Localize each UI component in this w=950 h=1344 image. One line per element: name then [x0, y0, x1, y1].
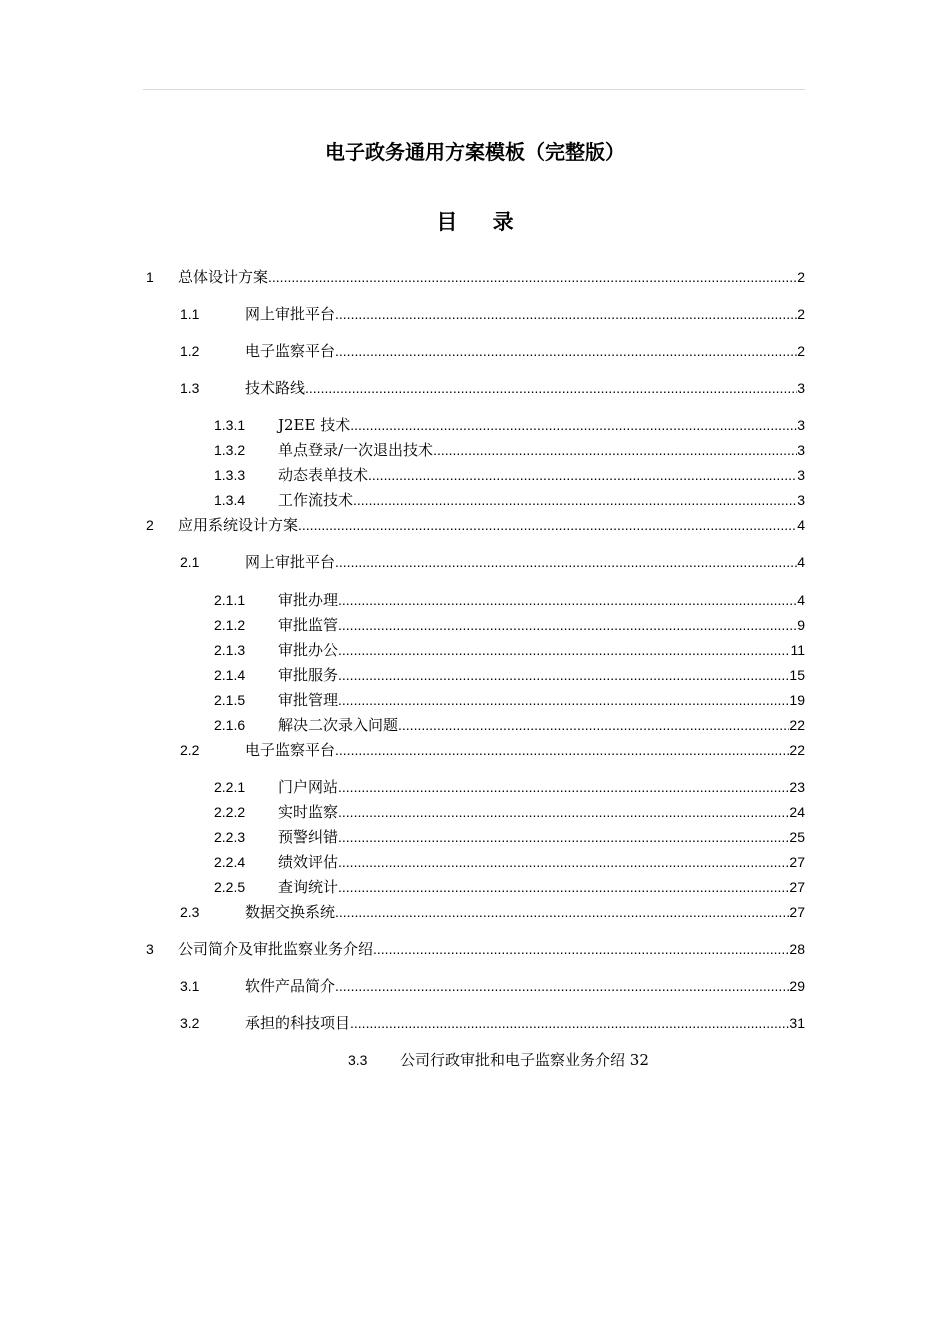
toc-leader-dots	[338, 802, 789, 822]
toc-leader-dots	[338, 615, 797, 635]
toc-entry-text: 审批服务	[278, 666, 339, 684]
toc-entry[interactable]	[214, 777, 805, 797]
toc-entry[interactable]	[180, 1013, 805, 1033]
toc-entry-number: 2.2.5	[214, 879, 246, 895]
toc-entry-page: 27	[789, 879, 805, 895]
toc-entry[interactable]	[180, 976, 805, 996]
toc-entry-text: 预警纠错	[278, 828, 339, 846]
toc-entry-page: 3	[797, 442, 805, 458]
toc-entry[interactable]	[146, 939, 805, 959]
toc-entry-text: 软件产品简介	[245, 977, 336, 995]
toc-entry-text: 实时监察	[278, 803, 339, 821]
toc-leader-dots	[338, 877, 789, 897]
toc-entry-number: 2.1.2	[214, 617, 246, 633]
toc-entry-page: 27	[789, 854, 805, 870]
toc-entry-number: 2.2.4	[214, 854, 246, 870]
toc-entry-page: 2	[797, 343, 805, 359]
header-rule	[143, 89, 805, 90]
toc-entry-text: J2EE 技术	[278, 416, 351, 434]
toc-entry-page: 2	[797, 306, 805, 322]
toc-entry-number: 2.2.2	[214, 804, 246, 820]
toc-entry-text: 公司简介及审批监察业务介绍	[178, 940, 374, 958]
toc-entry[interactable]	[214, 415, 805, 435]
toc-leader-dots	[335, 902, 789, 922]
toc-leader-dots	[373, 939, 789, 959]
toc-entry-page: 19	[789, 692, 805, 708]
toc-entry-text: 审批办理	[278, 591, 339, 609]
toc-entry-page: 9	[797, 617, 805, 633]
toc-entry[interactable]	[146, 267, 805, 287]
toc-entry-text: 门户网站	[278, 778, 339, 796]
toc-entry-text: 网上审批平台	[245, 305, 336, 323]
toc-leader-dots	[338, 690, 789, 710]
toc-entry-page: 2	[797, 269, 805, 285]
toc-entry[interactable]	[348, 1050, 649, 1070]
toc-entry-page: 4	[797, 517, 805, 533]
toc-entry-text: 公司行政审批和电子监察业务介绍 32	[400, 1051, 649, 1069]
toc-leader-dots	[398, 715, 789, 735]
toc-entry-page: 15	[789, 667, 805, 683]
toc-leader-dots	[350, 415, 797, 435]
toc-entry-text: 审批管理	[278, 691, 339, 709]
toc-entry-number: 2	[146, 517, 154, 533]
toc-entry-text: 技术路线	[245, 379, 306, 397]
toc-leader-dots	[335, 552, 797, 572]
toc-entry-text: 承担的科技项目	[245, 1014, 351, 1032]
toc-leader-dots	[335, 740, 789, 760]
toc-entry-page: 24	[789, 804, 805, 820]
toc-entry[interactable]	[214, 690, 805, 710]
toc-entry-page: 29	[789, 978, 805, 994]
toc-leader-dots	[338, 590, 797, 610]
toc-entry-text: 网上审批平台	[245, 553, 336, 571]
toc-leader-dots	[338, 640, 790, 660]
toc-entry[interactable]	[214, 827, 805, 847]
toc-entry-number: 2.1.5	[214, 692, 246, 708]
toc-entry-number: 2.1.6	[214, 717, 246, 733]
toc-entry-text: 审批办公	[278, 641, 339, 659]
toc-entry[interactable]	[180, 341, 805, 361]
toc-leader-dots	[350, 1013, 789, 1033]
toc-entry-number: 2.2.3	[214, 829, 246, 845]
toc-entry-number: 3	[146, 941, 154, 957]
toc-entry-page: 3	[797, 492, 805, 508]
toc-entry-page: 4	[797, 592, 805, 608]
toc-leader-dots	[368, 465, 797, 485]
toc-leader-dots	[298, 515, 797, 535]
toc-entry[interactable]	[214, 490, 805, 510]
toc-entry-text: 审批监管	[278, 616, 339, 634]
toc-leader-dots	[433, 440, 797, 460]
document-title: 电子政务通用方案模板（完整版）	[325, 140, 625, 164]
toc-entry-number: 2.2	[180, 742, 200, 758]
toc-leader-dots	[335, 304, 797, 324]
toc-entry-page: 3	[797, 417, 805, 433]
toc-leader-dots	[335, 341, 797, 361]
toc-entry-number: 2.1.4	[214, 667, 246, 683]
toc-entry-page: 27	[789, 904, 805, 920]
toc-leader-dots	[335, 976, 789, 996]
toc-entry-number: 1.3.2	[214, 442, 246, 458]
toc-entry-number: 1.3	[180, 380, 200, 396]
toc-entry-text: 工作流技术	[278, 491, 354, 509]
toc-entry-text: 电子监察平台	[245, 342, 336, 360]
toc-entry-number: 1.2	[180, 343, 200, 359]
toc-entry-number: 1.3.1	[214, 417, 246, 433]
toc-entry[interactable]	[180, 304, 805, 324]
toc-entry-number: 3.1	[180, 978, 200, 994]
toc-leader-dots	[268, 267, 797, 287]
toc-entry-text: 总体设计方案	[178, 268, 269, 286]
toc-leader-dots	[338, 827, 789, 847]
toc-entry-page: 3	[797, 380, 805, 396]
toc-entry[interactable]	[214, 615, 805, 635]
toc-entry-text: 应用系统设计方案	[178, 516, 299, 534]
toc-entry[interactable]	[214, 465, 805, 485]
toc-entry-text: 数据交换系统	[245, 903, 336, 921]
toc-leader-dots	[338, 852, 789, 872]
toc-entry-page: 22	[789, 717, 805, 733]
toc-entry-text: 解决二次录入问题	[278, 716, 399, 734]
toc-leader-dots	[353, 490, 797, 510]
toc-entry-number: 2.3	[180, 904, 200, 920]
toc-entry[interactable]	[214, 440, 805, 460]
toc-entry[interactable]	[180, 740, 805, 760]
toc-entry-number: 2.1.1	[214, 592, 246, 608]
toc-entry[interactable]	[214, 802, 805, 822]
toc-entry[interactable]	[214, 715, 805, 735]
toc-entry-page: 22	[789, 742, 805, 758]
toc-entry[interactable]	[180, 552, 805, 572]
toc-entry-number: 1.3.3	[214, 467, 246, 483]
toc-entry-text: 电子监察平台	[245, 741, 336, 759]
toc-entry-text: 绩效评估	[278, 853, 339, 871]
toc-entry-page: 4	[797, 554, 805, 570]
toc-entry[interactable]	[214, 852, 805, 872]
toc-entry-number: 2.1.3	[214, 642, 246, 658]
toc-entry-page: 31	[789, 1015, 805, 1031]
toc-entry[interactable]	[146, 515, 805, 535]
toc-entry-text: 动态表单技术	[278, 466, 369, 484]
toc-leader-dots	[338, 665, 789, 685]
toc-entry[interactable]	[214, 640, 805, 660]
toc-entry-number: 1	[146, 269, 154, 285]
toc-entry-page: 25	[789, 829, 805, 845]
toc-entry-page: 23	[789, 779, 805, 795]
toc-entry-page: 11	[790, 642, 805, 658]
toc-entry-number: 1.1	[180, 306, 200, 322]
toc-entry[interactable]	[180, 902, 805, 922]
toc-leader-dots	[338, 777, 789, 797]
toc-entry[interactable]	[214, 590, 805, 610]
toc-entry[interactable]	[214, 877, 805, 897]
toc-entry-page: 28	[789, 941, 805, 957]
toc-entry-number: 3.3	[348, 1052, 368, 1068]
toc-entry-text: 单点登录/一次退出技术	[278, 441, 434, 459]
toc-entry-text: 查询统计	[278, 878, 339, 896]
toc-entry-number: 1.3.4	[214, 492, 246, 508]
toc-entry-number: 2.2.1	[214, 779, 246, 795]
toc-entry-number: 2.1	[180, 554, 200, 570]
toc-entry-page: 3	[797, 467, 805, 483]
toc-entry[interactable]	[214, 665, 805, 685]
toc-leader-dots	[305, 378, 797, 398]
toc-heading: 目 录	[436, 210, 528, 234]
toc-entry[interactable]	[180, 378, 805, 398]
toc-entry-number: 3.2	[180, 1015, 200, 1031]
